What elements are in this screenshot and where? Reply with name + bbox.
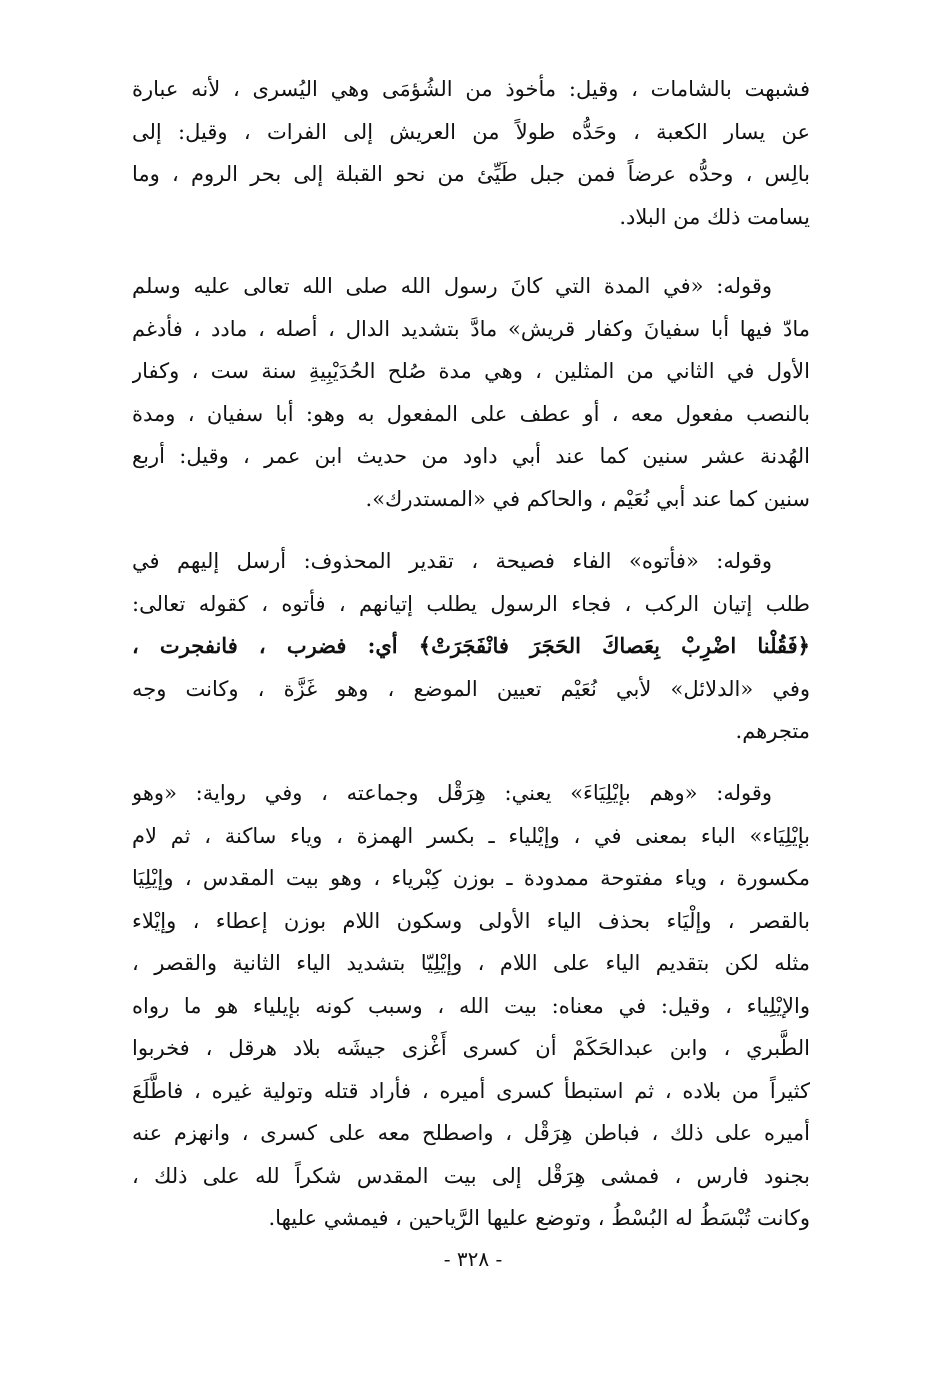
- paragraph-2: [132, 265, 810, 520]
- text-line: فشبهت بالشامات ، وقيل: مأخوذ من الشُؤمَى وهي اليُسرى ، لأنه عبارة: [132, 77, 810, 101]
- text-line: الطَّبري ، وابن عبدالحَكَمْ أن كسرى أَغْزى جيشَه بلاد هرقل ، فخربوا: [132, 1036, 810, 1060]
- text-line: الهُدنة عشر سنين كما عند أبي داود من حديث ابن عمر ، وقيل: أربع: [132, 444, 810, 468]
- text-line: أميره على ذلك ، فباطن هِرَقْل ، واصطلح معه على كسرى ، وانهزم عنه: [132, 1121, 810, 1145]
- text-line: عن يسار الكعبة ، وحَدُّه طولاً من العريش إلى الفرات ، وقيل: إلى: [132, 119, 810, 144]
- text-line: وكانت تُبْسَطُ له البُسْطُ ، وتوضع عليها الرَّياحين ، فيمشي عليها.: [268, 1206, 810, 1230]
- text-line: وقوله: «وهم بإيْلِيَاءَ» يعني: هِرَقْل وجماعته ، وفي رواية: «وهو: [132, 781, 772, 805]
- paragraph-1: [132, 68, 810, 238]
- text-line: مثله لكن بتقديم الياء على اللام ، وإيْلِيّا بتشديد الياء الثانية والقصر ،: [132, 951, 810, 975]
- text-line: مادّ فيها أبا سفيانَ وكفار قريش» مادَّ بتشديد الدال ، أصله ، مادد ، فأدغم: [132, 316, 810, 341]
- text-line: متجرهم.: [735, 719, 810, 743]
- text-line: بإيْلِيَاء» الباء بمعنى في ، وإيْلياء ـ بكسر الهمزة ، وياء ساكنة ، ثم لام: [132, 823, 810, 848]
- text-line: بالِس ، وحدُّه عرضاً فمن جبل طَيِّئ من نحو القبلة إلى بحر الروم ، وما: [132, 162, 810, 186]
- text-line: سنين كما عند أبي نُعَيْم ، والحاكم في «المستدرك».: [365, 486, 810, 511]
- text-line: وفي «الدلائل» لأبي نُعَيْم تعيين الموضع ، وهو غَزَّة ، وكانت وجه: [132, 676, 810, 701]
- text-line: يسامت ذلك من البلاد.: [619, 204, 810, 229]
- text-line: بالنصب مفعول معه ، أو عطف على المفعول به وهو: أبا سفيان ، ومدة: [132, 401, 810, 426]
- text-line: والإيْلِياء ، وقيل: في معناه: بيت الله ، وسبب كونه بإيلياء هو ما رواه: [132, 993, 810, 1018]
- text-line: بالقصر ، وإلْيَاء بحذف الياء الأولى وسكون اللام بوزن إعطاء ، وإيْلاء: [132, 908, 810, 933]
- text-line: وقوله: «فأتوه» الفاء فصيحة ، تقدير المحذوف: أرسل إليهم في: [132, 549, 772, 573]
- text-line: مكسورة ، وياء مفتوحة ممدودة ـ بوزن كِبْرياء ، وهو بيت المقدس ، وإيْلِيَا: [132, 866, 810, 890]
- text-line: كثيراً من بلاده ، ثم استبطأ كسرى أميره ، فأراد قتله وتولية غيره ، فاطَّلَعَ: [132, 1078, 810, 1103]
- paragraph-3: [132, 540, 810, 753]
- text-line: الأول في الثاني من المثلين ، وهي مدة صُلح الحُدَيْبِيةِ سنة ست ، وكفار: [132, 359, 810, 383]
- page-number: - ٣٢٨ -: [443, 1247, 503, 1271]
- text-line: ﴿فَقُلْنا اضْرِبْ بِعَصاكَ الحَجَرَ فانْفَجَرَتْ﴾ أي: فضرب ، فانفجرت ،: [132, 633, 810, 658]
- text-line: طلب إتيان الركب ، فجاء الرسول يطلب إتيانهم ، فأتوه ، كقوله تعالى:: [132, 591, 810, 616]
- text-line: وقوله: «في المدة التي كانَ رسول الله صلى الله تعالى عليه وسلم: [132, 274, 772, 298]
- text-line: بجنود فارس ، فمشى هِرَقْل إلى بيت المقدس شكراً لله على ذلك ،: [132, 1163, 810, 1188]
- paragraph-4: [132, 772, 810, 1240]
